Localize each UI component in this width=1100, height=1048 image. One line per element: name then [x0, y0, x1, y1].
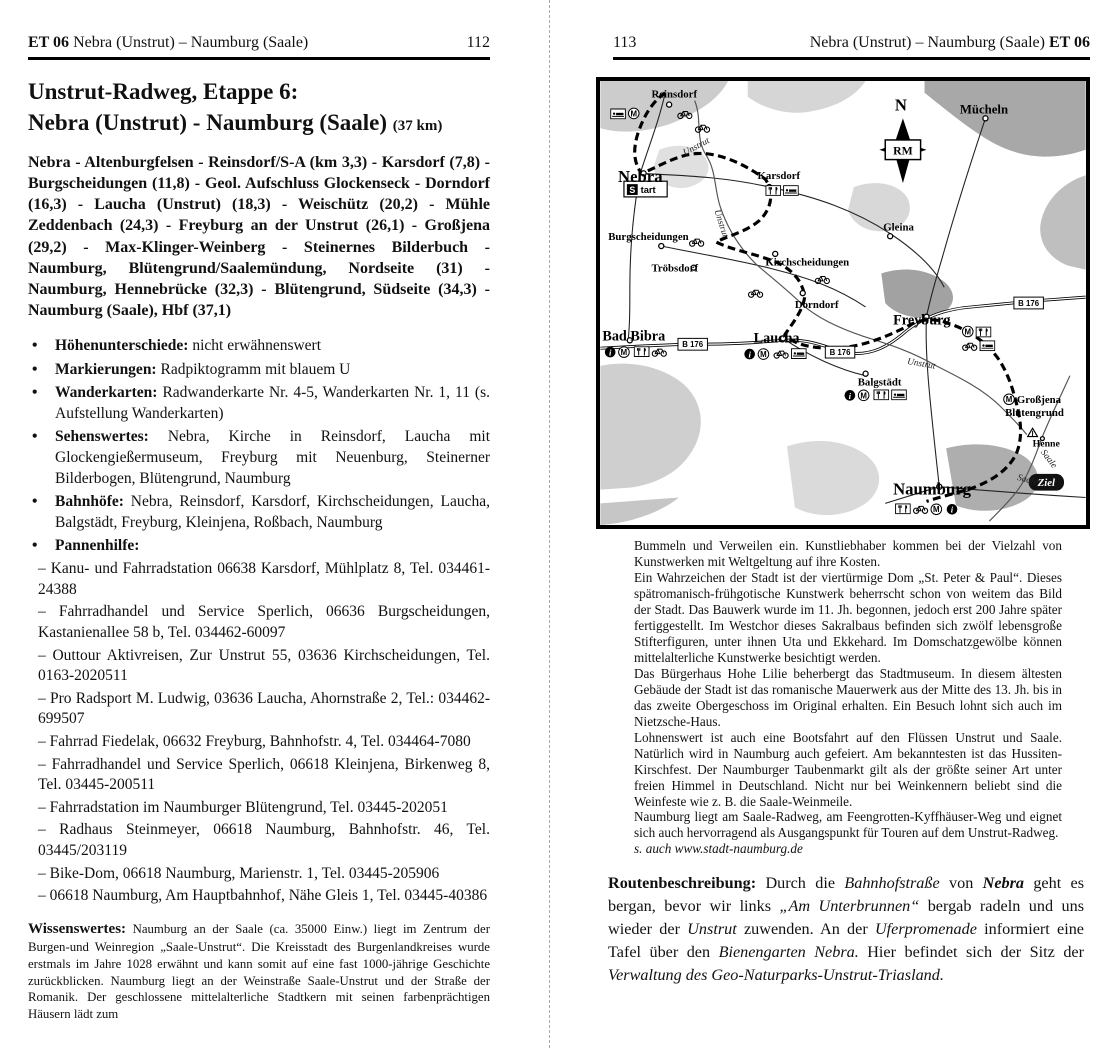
b176-badge — [1014, 297, 1043, 309]
svg-text:M: M — [964, 327, 972, 337]
header-title-left — [28, 34, 308, 52]
city-description — [634, 538, 1062, 857]
pannenhilfe-item: – Kanu- und Fahrradstation 06638 Karsdorf, Mühlplatz 8, Tel. 034461-24388 — [38, 560, 490, 598]
bullet-text: nicht erwähnenswert — [188, 336, 322, 354]
route-map — [596, 77, 1090, 529]
map-label-gleina: Gleina — [883, 221, 914, 234]
svg-text:M: M — [760, 350, 767, 360]
wissenswertes — [28, 920, 490, 1023]
start-label: tart — [640, 184, 656, 195]
title-line1: Unstrut-Radweg, Etappe 6: — [28, 79, 299, 104]
map-label-dorndorf: Dorndorf — [794, 298, 839, 311]
body-paragraph: Ein Wahrzeichen der Stadt ist der viertürmige Dom „St. Peter & Paul“. Dieses spätromanisch-frühgotische Kunstwerk beherrscht schon von weitem das Bild der Stadt. Das Bauwerk wurde im 11. Jh. begonnen, jedoch erst 200 Jahre später fertiggestellt. Im Westchor dieses Sakralbaus befinden sich zwölf lebensgroße Stifterfiguren, unter ihnen Uta und Ekkehard. Im Domschatzgewölbe können mittelalterliche Kunstwerke besichtigt werden. — [634, 569, 1062, 665]
map-label-river-unstrut: Unstrut — [711, 208, 730, 239]
b176-badge — [825, 346, 854, 358]
svg-text:B 176: B 176 — [1018, 298, 1040, 308]
map-label-naumburg: Naumburg — [893, 479, 971, 499]
svg-text:M: M — [1005, 395, 1013, 405]
route-text: informiert eine Tafel über den — [608, 920, 1084, 962]
bullet-sehenswertes — [28, 427, 490, 489]
pannenhilfe-item: – Radhaus Steinmeyer, 06618 Naumburg, Bahnhofstr. 46, Tel. 03445/203119 — [38, 821, 490, 859]
pannenhilfe-item: – Outtour Aktivreisen, Zur Unstrut 55, 03636 Kirchscheidungen, Tel. 0163-2020511 — [38, 646, 490, 685]
map-label-freyburg: Freyburg — [893, 312, 951, 329]
svg-text:i: i — [848, 390, 852, 401]
museum-icon — [858, 390, 869, 401]
svg-text:i: i — [608, 347, 612, 358]
title-distance: (37 km) — [392, 118, 443, 135]
route-text: Durch die — [756, 874, 845, 893]
etappe-tag: ET 06 — [28, 34, 70, 51]
route-text: Unstrut — [687, 920, 737, 939]
route-text: Bienengarten Nebra. — [718, 943, 859, 962]
website-reference: s. auch www.stadt-naumburg.de — [634, 841, 803, 857]
etappe-tag: ET 06 — [1048, 34, 1090, 51]
svg-text:i: i — [950, 504, 954, 515]
compass-rm-label: RM — [893, 144, 913, 158]
museum-icon — [962, 326, 973, 337]
bullet-label: Sehenswertes: — [55, 428, 149, 446]
b176-badge — [678, 338, 707, 350]
routenbeschreibung-label: Routenbeschreibung: — [608, 874, 757, 893]
map-label-river-unstrut: Unstrut — [906, 357, 937, 372]
map-label-laucha: Laucha — [753, 330, 800, 347]
route-text: Hier befindet sich der Sitz der — [858, 943, 1084, 962]
route-text: Nebra — [982, 874, 1024, 893]
header-route-title: Nebra (Unstrut) – Naumburg (Saale) — [809, 34, 1045, 51]
page-112 — [28, 34, 490, 1022]
compass-north-label: N — [894, 95, 907, 115]
route-text: zuwenden. An der — [736, 920, 875, 939]
bullet-label: Wanderkarten: — [55, 384, 158, 402]
pannenhilfe-list — [38, 559, 490, 907]
info-bullets — [28, 336, 490, 907]
page-title — [28, 76, 490, 138]
map-label-grossjena: Großjena — [1016, 394, 1062, 407]
ziel-label: Ziel — [1037, 477, 1056, 490]
page-number: 113 — [613, 34, 637, 51]
bullet-text: Radpiktogramm mit blauem U — [156, 360, 351, 378]
map-label-balgstaedt: Balgstädt — [857, 376, 902, 389]
svg-text:M: M — [620, 348, 628, 358]
museum-icon — [758, 349, 769, 360]
bullet-bahnhoefe — [28, 492, 490, 533]
map-label-burgscheidungen: Burgscheidungen — [608, 231, 689, 244]
svg-text:M: M — [860, 391, 867, 401]
pannenhilfe-item: – Fahrradhandel und Service Sperlich, 06636 Burgscheidungen, Kastanienallee 58 b, Tel. 034462-60097 — [38, 603, 490, 641]
page-number: 112 — [466, 34, 490, 51]
map-road-b176 — [600, 297, 1085, 353]
map-label-bluetengrund: Blütengrund — [1005, 406, 1064, 419]
pannenhilfe-item: – 06618 Naumburg, Am Hauptbahnhof, Nähe Gleis 1, Tel. 03445-40386 — [38, 887, 488, 905]
wissenswertes-text: Naumburg an der Saale (ca. 35000 Einw.) liegt im Zentrum der Burgen-und Weinregion „Saale-Unstrut“. Die Kreisstadt des Burgenlandkreises wurde erstmals im Jahre 1028 erwähnt und kann somit auf eine fast 1000-jährige Geschichte zurückblicken. Naumburg liegt an der Weinstraße Saale-Unstrut und der Straße der Romanik. Der geschlossene mittelalterliche Stadtkern mit seinen farbenprächtigen Häusern lädt zum — [28, 921, 490, 1021]
bullet-text: Radwanderkarte Nr. 4-5, Wanderkarten Nr. 1, 11 (s. Aufstellung Wanderkarten) — [55, 384, 490, 422]
museum-icon — [628, 108, 639, 119]
bullet-label: Bahnhöfe: — [55, 493, 124, 511]
routenbeschreibung — [608, 872, 1084, 987]
bullet-wanderkarten — [28, 383, 490, 424]
page-header-left — [28, 34, 490, 60]
pannenhilfe-item: – Fahrradhandel und Service Sperlich, 06618 Kleinjena, Birkenweg 8, Tel. 03445-200511 — [38, 755, 490, 794]
bullet-text: Nebra, Kirche in Reinsdorf, Laucha mit Glockengießermuseum, Freyburg mit Neuenburg, Steinerner Bilderbogen, Blütengrund, Naumburg — [55, 428, 490, 487]
body-paragraph: Bummeln und Verweilen ein. Kunstliebhaber kommen bei der Vielzahl von Kunstwerken mit Weltgeltung auf ihre Kosten. — [634, 538, 1062, 569]
map-label-troebsdorf: Tröbsdorf — [651, 262, 699, 275]
route-map-svg — [600, 81, 1086, 525]
bullet-markierungen — [28, 360, 490, 381]
museum-icon — [931, 504, 942, 515]
bullet-label: Pannenhilfe: — [55, 537, 140, 555]
compass-rose — [879, 95, 926, 183]
map-label-muecheln: Mücheln — [959, 102, 1009, 117]
svg-text:B 176: B 176 — [682, 340, 704, 350]
museum-icon — [619, 347, 630, 358]
page-gutter-divider — [549, 0, 550, 1048]
museum-icon — [1004, 394, 1015, 405]
start-s: S — [629, 184, 636, 195]
header-route-title: Nebra (Unstrut) – Naumburg (Saale) — [73, 34, 309, 51]
body-paragraph: Lohnenswert ist auch eine Bootsfahrt auf den Flüssen Unstrut und Saale. Natürlich wird in Naumburg auch gefeiert. Am bekanntesten ist das Hussiten-Kirschfest. Der Naumburger Taubenmarkt gilt als der größte seiner Art unter freien Himmel in Deutschland. Nicht nur bei Weinkennern beliebt sind die Weinfeste wie z. B. die Saale-Weinmeile. — [634, 729, 1062, 809]
title-line2: Nebra (Unstrut) - Naumburg (Saale) — [28, 110, 388, 136]
svg-text:M: M — [933, 505, 940, 515]
svg-text:B 176: B 176 — [829, 348, 851, 358]
route-summary: Nebra - Altenburgfelsen - Reinsdorf/S-A (km 3,3) - Karsdorf (7,8) - Burgscheidungen (11,8) - Geol. Aufschluss Glockenseck - Dorndorf (16,3) - Laucha (Unstrut) (18,3) - Weischütz (20,2) - Mühle Zeddenbach (24,3) - Freyburg an der Unstrut (26,1) - Großjena (29,2) - Max-Klinger-Weinberg - Steinernes Bilderbuch - Naumburg, Blütengrund/Saalemündung, Nordseite (31) - Naumburg, Hennebrücke (32,3) - Blütengrund, Südseite (34,3) - Naumburg (Saale), Hbf (37,1) — [28, 154, 490, 319]
map-label-river-saale: Saale — [1038, 448, 1059, 471]
route-text: Bahnhofstraße — [844, 874, 940, 893]
bullet-label: Höhenunterschiede: — [55, 336, 189, 354]
map-label-river-unstrut: Unstrut — [681, 136, 712, 159]
info-icon — [947, 504, 958, 515]
route-text: bergab radeln und uns wieder der — [608, 897, 1084, 939]
bullet-text: Nebra, Reinsdorf, Karsdorf, Kirchscheidungen, Laucha, Balgstädt, Freyburg, Kleinjena, Roßbach, Naumburg — [55, 493, 490, 531]
pannenhilfe-item: – Bike-Dom, 06618 Naumburg, Marienstr. 1, Tel. 03445-205906 — [38, 864, 440, 882]
info-icon — [845, 390, 856, 401]
pannenhilfe-item: – Pro Radsport M. Ludwig, 03636 Laucha, Ahornstraße 2, Tel.: 034462-699507 — [38, 689, 490, 728]
map-label-henne: Henne — [1032, 438, 1060, 450]
route-text: Uferpromenade — [874, 920, 977, 939]
pannenhilfe-item: – Fahrradstation im Naumburger Blütengrund, Tel. 03445-202051 — [38, 798, 448, 816]
bullet-pannenhilfe — [28, 536, 490, 906]
route-text: Verwaltung des Geo-Naturparks-Unstrut-Triasland. — [608, 966, 944, 985]
map-label-karsdorf: Karsdorf — [757, 170, 801, 183]
svg-text:i: i — [748, 349, 751, 360]
info-icon — [605, 347, 616, 358]
bullet-hoehenunterschiede — [28, 336, 490, 357]
wissenswertes-label: Wissenswertes: — [28, 920, 127, 937]
info-icon — [744, 349, 755, 360]
map-label-river-saale: Saale — [1016, 473, 1039, 488]
svg-text:M: M — [630, 109, 638, 119]
map-label-kirchscheidungen: Kirchscheidungen — [765, 256, 850, 269]
bullet-label: Markierungen: — [55, 360, 157, 378]
body-paragraph: Das Bürgerhaus Hohe Lilie beherbergt das Stadtmuseum. In diesem ältesten Gebäude der Stadt ist das romanische Mauerwerk aus der Mitte des 13. Jh. bis in das zweite Obergeschoss im Original erhalten. Ein Besuch lohnt sich auch im Nietzsche-Haus. — [634, 665, 1062, 729]
page-header-right — [613, 34, 1090, 60]
header-title-right — [810, 34, 1090, 52]
body-paragraph: Naumburg liegt am Saale-Radweg, am Feengrotten-Kyffhäuser-Weg und eignet sich auch hervorragend als Ausgangspunkt für Touren auf dem Unstrut-Radweg. — [634, 809, 1062, 841]
map-label-bad-bibra: Bad Bibra — [602, 328, 666, 345]
route-text: geht es bergan, bevor wir links — [608, 874, 1085, 916]
map-label-reinsdorf: Reinsdorf — [651, 88, 698, 101]
page-113 — [596, 34, 1090, 987]
route-text: „Am Unterbrunnen“ — [779, 897, 920, 916]
pannenhilfe-item: – Fahrrad Fiedelak, 06632 Freyburg, Bahnhofstr. 4, Tel. 034464-7080 — [38, 732, 471, 750]
map-label-nebra: Nebra — [618, 167, 663, 187]
route-text: von — [939, 874, 983, 893]
